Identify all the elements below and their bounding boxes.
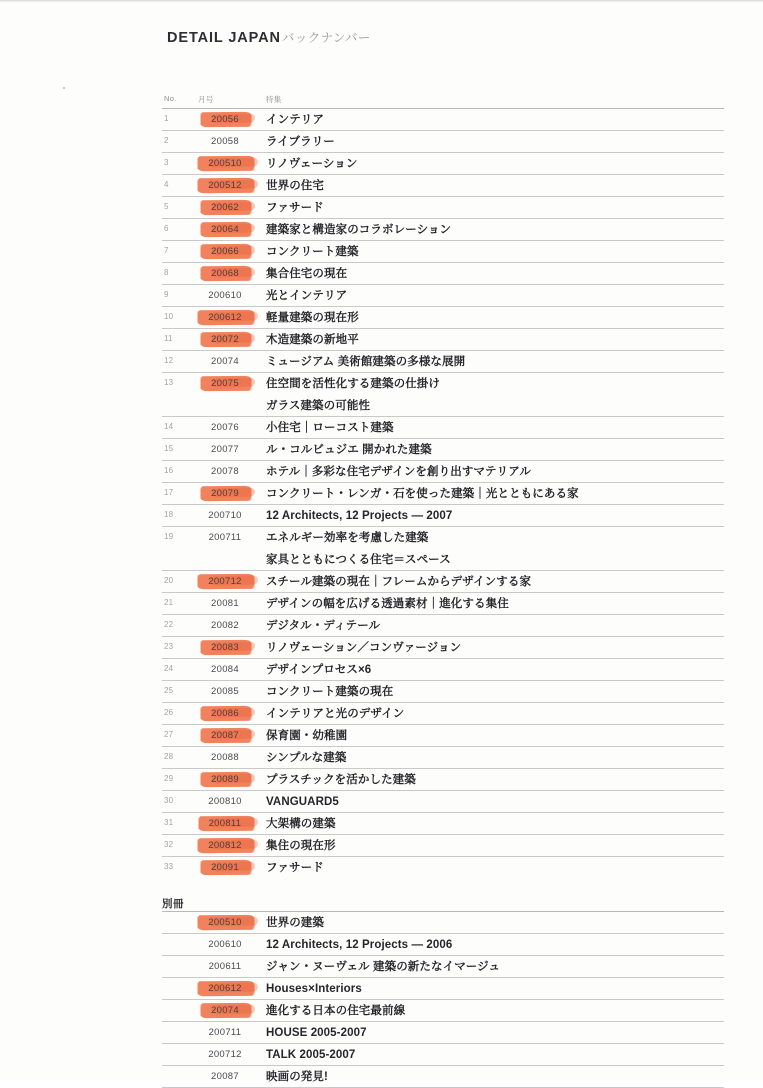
feature-title-line1: コンクリート建築の現在 <box>266 686 394 698</box>
feature-title-line1: TALK 2005-2007 <box>266 1049 356 1061</box>
feature-title <box>266 816 724 832</box>
page-title-en: DETAIL JAPAN <box>167 30 281 46</box>
table-row[interactable] <box>162 746 724 768</box>
feature-title <box>266 376 724 414</box>
feature-title <box>266 222 724 238</box>
feature-title-line1: 住空間を活性化する建築の仕掛け <box>266 378 440 390</box>
issue-number-value: 20056 <box>208 113 242 126</box>
feature-title <box>266 420 724 436</box>
feature-title-line2: ガラス建築の可能性 <box>266 400 371 412</box>
feature-title-line1: インテリア <box>266 114 324 126</box>
row-number: 21 <box>164 598 174 607</box>
column-header-issue: 月号 <box>198 95 214 104</box>
feature-title <box>266 134 724 150</box>
feature-title-line1: VANGUARD5 <box>266 796 339 808</box>
table-row[interactable] <box>162 592 724 614</box>
row-number: 14 <box>164 422 174 431</box>
feature-title <box>266 464 724 480</box>
row-number: 10 <box>164 312 174 321</box>
row-number: 5 <box>164 202 169 211</box>
table-row[interactable] <box>162 1043 724 1065</box>
feature-title-line1: 集住の現在形 <box>266 840 336 852</box>
row-number: 8 <box>164 268 169 277</box>
feature-title <box>266 728 724 744</box>
issue-number-highlighted[interactable] <box>192 245 258 258</box>
issue-number-value: 20076 <box>211 422 239 433</box>
issue-number[interactable] <box>192 465 258 478</box>
row-number: 25 <box>164 686 174 695</box>
issue-number-value: 20072 <box>208 333 242 346</box>
feature-title-line1: 大架構の建築 <box>266 818 336 830</box>
table-row[interactable] <box>162 174 724 196</box>
table-row[interactable] <box>162 933 724 955</box>
issue-number[interactable] <box>192 619 258 632</box>
issue-number-value: 20062 <box>208 201 242 214</box>
feature-title-line1: 進化する日本の住宅最前線 <box>266 1005 406 1017</box>
table-row[interactable] <box>162 724 724 746</box>
issue-number-value: 20078 <box>211 466 239 477</box>
issue-number-value: 20088 <box>211 752 239 763</box>
feature-title <box>266 178 724 194</box>
issue-number-highlighted[interactable] <box>192 113 258 126</box>
issue-number-highlighted[interactable] <box>192 839 258 852</box>
feature-title-line1: 軽量建築の現在形 <box>266 312 359 324</box>
feature-title <box>266 508 724 524</box>
feature-title-line1: コンクリート・レンガ・石を使った建築｜光とともにある家 <box>266 488 579 500</box>
issue-number-value: 200710 <box>208 510 242 521</box>
table-row[interactable] <box>162 108 724 130</box>
row-number: 20 <box>164 576 174 585</box>
issue-number[interactable] <box>192 1026 258 1039</box>
feature-title-line1: HOUSE 2005-2007 <box>266 1027 367 1039</box>
feature-title-line1: ジャン・ヌーヴェル 建築の新たなイマージュ <box>266 961 501 973</box>
issue-number-value: 20074 <box>208 1004 242 1017</box>
column-header-feature: 特集 <box>266 95 282 104</box>
feature-title <box>266 640 724 656</box>
table-row[interactable] <box>162 218 724 240</box>
row-number: 17 <box>164 488 174 497</box>
feature-title-line1: コンクリート建築 <box>266 246 359 258</box>
row-number: 15 <box>164 444 174 453</box>
issue-number-value: 20085 <box>211 686 239 697</box>
feature-title <box>266 860 724 876</box>
issue-number-highlighted[interactable] <box>192 773 258 786</box>
table-row[interactable] <box>162 977 724 999</box>
row-number: 6 <box>164 224 169 233</box>
scan-speck <box>63 87 65 89</box>
table-row[interactable] <box>162 911 724 933</box>
issue-number-value: 200610 <box>208 290 242 301</box>
issue-number-highlighted[interactable] <box>192 201 258 214</box>
issue-number-value: 200611 <box>208 961 242 972</box>
issue-number[interactable] <box>192 938 258 951</box>
feature-title-line2: 家具とともにつくる住宅＝スペース <box>266 554 451 566</box>
feature-title <box>266 442 724 458</box>
feature-title-line1: 映画の発見! <box>266 1071 328 1083</box>
table-row[interactable] <box>162 262 724 284</box>
table-row[interactable] <box>162 702 724 724</box>
page-title-jp: バックナンバー <box>281 31 371 45</box>
row-number: 31 <box>164 818 174 827</box>
table-row[interactable] <box>162 1021 724 1043</box>
row-number: 4 <box>164 180 169 189</box>
feature-title <box>266 266 724 282</box>
row-number: 12 <box>164 356 174 365</box>
row-number: 28 <box>164 752 174 761</box>
row-number: 26 <box>164 708 174 717</box>
table-row[interactable] <box>162 999 724 1021</box>
row-number: 33 <box>164 862 174 871</box>
issue-number-highlighted[interactable] <box>192 157 258 170</box>
row-number: 9 <box>164 290 169 299</box>
issue-number-value: 20064 <box>208 223 242 236</box>
feature-title <box>266 937 724 953</box>
issue-number-highlighted[interactable] <box>192 707 258 720</box>
feature-title-line1: リノヴェーション／コンヴァージョン <box>266 642 462 654</box>
feature-title-line1: ライブラリー <box>266 136 335 148</box>
feature-title <box>266 574 724 590</box>
issue-number-highlighted[interactable] <box>192 179 258 192</box>
feature-title-line1: 12 Architects, 12 Projects — 2007 <box>266 510 453 522</box>
issue-number-value: 200810 <box>208 796 242 807</box>
table-row[interactable] <box>162 416 724 438</box>
feature-title <box>266 112 724 128</box>
issue-number-value: 20087 <box>208 729 242 742</box>
feature-title-line1: リノヴェーション <box>266 158 358 170</box>
issue-number-value: 200711 <box>208 1027 242 1038</box>
row-number: 1 <box>164 114 169 123</box>
issue-number-highlighted[interactable] <box>192 641 258 654</box>
table-column-headers <box>162 92 724 108</box>
feature-title-line1: デザインの幅を広げる透過素材｜進化する集住 <box>266 598 509 610</box>
feature-title <box>266 596 724 612</box>
issue-number-highlighted[interactable] <box>192 982 258 995</box>
table-row[interactable] <box>162 460 724 482</box>
feature-title-line1: 建築家と構造家のコラボレーション <box>266 224 452 236</box>
table-row[interactable] <box>162 328 724 350</box>
issue-number-value: 20058 <box>211 136 239 147</box>
feature-title <box>266 332 724 348</box>
feature-title <box>266 750 724 766</box>
issue-number[interactable] <box>192 1048 258 1061</box>
feature-title <box>266 618 724 634</box>
feature-title <box>266 288 724 304</box>
feature-title <box>266 915 724 931</box>
issue-number-highlighted[interactable] <box>192 916 258 929</box>
feature-title-line1: インテリアと光のデザイン <box>266 708 405 720</box>
issue-number-highlighted[interactable] <box>192 377 258 390</box>
row-number: 13 <box>164 378 174 387</box>
issue-number-value: 200610 <box>208 939 242 950</box>
issue-number-value: 200711 <box>208 532 242 543</box>
feature-title-line1: 木造建築の新地平 <box>266 334 359 346</box>
row-number: 3 <box>164 158 169 167</box>
issue-number-highlighted[interactable] <box>192 861 258 874</box>
feature-title-line1: ファサード <box>266 202 324 214</box>
row-number: 29 <box>164 774 174 783</box>
scan-edge <box>0 0 763 3</box>
feature-title-line1: ファサード <box>266 862 324 874</box>
table-row[interactable] <box>162 1065 724 1087</box>
issue-number-highlighted[interactable] <box>192 729 258 742</box>
feature-title <box>266 200 724 216</box>
issue-number-value: 20074 <box>211 356 239 367</box>
issue-number-value: 20087 <box>211 1071 239 1082</box>
issue-number-highlighted[interactable] <box>192 311 258 324</box>
issue-number-value: 20084 <box>211 664 239 675</box>
issue-number-value: 20075 <box>208 377 242 390</box>
feature-title-line1: 小住宅｜ローコスト建築 <box>266 422 394 434</box>
row-number: 30 <box>164 796 174 805</box>
feature-title <box>266 1069 724 1085</box>
issue-number-highlighted[interactable] <box>192 223 258 236</box>
column-header-no: No. <box>164 94 177 103</box>
table-row[interactable] <box>162 284 724 306</box>
supplement-table <box>162 911 724 1087</box>
issue-number-value: 200512 <box>205 179 245 192</box>
supplement-section-label: 別冊 <box>162 898 184 910</box>
issue-number[interactable] <box>192 443 258 456</box>
issue-number-value: 20066 <box>208 245 242 258</box>
backnumber-table <box>162 92 724 878</box>
feature-title-line1: Houses×Interiors <box>266 983 362 995</box>
feature-title <box>266 1025 724 1041</box>
feature-title-line1: デザインプロセス×6 <box>266 664 372 676</box>
table-row[interactable] <box>162 130 724 152</box>
feature-title <box>266 310 724 326</box>
feature-title <box>266 156 724 172</box>
issue-number-value: 200510 <box>205 916 245 929</box>
issue-number-value: 200812 <box>205 839 245 852</box>
issue-number[interactable] <box>192 289 258 302</box>
table-row[interactable] <box>162 350 724 372</box>
feature-title-line1: エネルギー効率を考慮した建築 <box>266 532 429 544</box>
issue-number[interactable] <box>192 421 258 434</box>
table-row[interactable] <box>162 372 724 416</box>
issue-number-highlighted[interactable] <box>192 575 258 588</box>
feature-title <box>266 1003 724 1019</box>
table-row[interactable] <box>162 196 724 218</box>
table-row[interactable] <box>162 768 724 790</box>
feature-title <box>266 981 724 997</box>
table-row[interactable] <box>162 152 724 174</box>
issue-number[interactable] <box>192 597 258 610</box>
feature-title <box>266 530 724 568</box>
table-row[interactable] <box>162 636 724 658</box>
issue-number-value: 20079 <box>208 487 242 500</box>
issue-number-value: 200510 <box>205 157 245 170</box>
issue-number-value: 200712 <box>205 575 245 588</box>
page-title <box>167 30 371 46</box>
issue-number-highlighted[interactable] <box>192 817 258 830</box>
issue-number-value: 200612 <box>205 982 245 995</box>
row-number: 2 <box>164 136 169 145</box>
table-row[interactable] <box>162 658 724 680</box>
row-number: 24 <box>164 664 174 673</box>
feature-title-line1: シンプルな建築 <box>266 752 347 764</box>
table-row[interactable] <box>162 482 724 504</box>
issue-number-value: 200712 <box>208 1049 242 1060</box>
table-row[interactable] <box>162 680 724 702</box>
issue-number[interactable] <box>192 1070 258 1083</box>
feature-title <box>266 354 724 370</box>
feature-title <box>266 486 724 502</box>
feature-title <box>266 772 724 788</box>
table-row[interactable] <box>162 790 724 812</box>
issue-number-value: 20091 <box>208 861 242 874</box>
table-row[interactable] <box>162 856 724 878</box>
issue-number-highlighted[interactable] <box>192 267 258 280</box>
feature-title-line1: 保育園・幼稚園 <box>266 730 348 742</box>
issue-number-value: 20068 <box>208 267 242 280</box>
issue-number-value: 20082 <box>211 620 239 631</box>
feature-title <box>266 1047 724 1063</box>
feature-title-line1: 集合住宅の現在 <box>266 268 348 280</box>
feature-title <box>266 959 724 975</box>
feature-title <box>266 706 724 722</box>
feature-title-line1: ル・コルビュジエ 開かれた建築 <box>266 444 432 456</box>
issue-number[interactable] <box>192 751 258 764</box>
feature-title-line1: ミュージアム 美術館建築の多様な展開 <box>266 356 466 368</box>
feature-title-line1: 世界の住宅 <box>266 180 324 192</box>
row-number: 32 <box>164 840 174 849</box>
feature-title-line1: 12 Architects, 12 Projects — 2006 <box>266 939 453 951</box>
table-row[interactable] <box>162 306 724 328</box>
issue-number[interactable] <box>192 685 258 698</box>
feature-title <box>266 794 724 810</box>
table-row[interactable] <box>162 570 724 592</box>
feature-title <box>266 662 724 678</box>
issue-number[interactable] <box>192 663 258 676</box>
row-number: 22 <box>164 620 174 629</box>
table-row[interactable] <box>162 812 724 834</box>
feature-title <box>266 244 724 260</box>
feature-title-line1: 世界の建築 <box>266 917 324 929</box>
feature-title-line1: プラスチックを活かした建築 <box>266 774 416 786</box>
issue-number[interactable] <box>192 795 258 808</box>
issue-number[interactable] <box>192 531 258 544</box>
feature-title <box>266 838 724 854</box>
feature-title <box>266 684 724 700</box>
issue-number-highlighted[interactable] <box>192 1004 258 1017</box>
table-row[interactable] <box>162 526 724 570</box>
row-number: 18 <box>164 510 174 519</box>
issue-number-value: 20083 <box>208 641 242 654</box>
issue-number-highlighted[interactable] <box>192 333 258 346</box>
issue-number-value: 200612 <box>205 311 245 324</box>
table-row[interactable] <box>162 504 724 526</box>
issue-number-value: 20086 <box>208 707 242 720</box>
issue-number-highlighted[interactable] <box>192 487 258 500</box>
feature-title-line1: デジタル・ディテール <box>266 620 381 632</box>
row-number: 11 <box>164 334 173 343</box>
issue-number[interactable] <box>192 355 258 368</box>
feature-title-line1: ホテル｜多彩な住宅デザインを創り出すマテリアル <box>266 466 531 478</box>
feature-title-line1: スチール建築の現在｜フレームからデザインする家 <box>266 576 532 588</box>
issue-number-value: 20077 <box>211 444 239 455</box>
table-row[interactable] <box>162 834 724 856</box>
row-number: 23 <box>164 642 174 651</box>
issue-number[interactable] <box>192 135 258 148</box>
issue-number-value: 20089 <box>208 773 242 786</box>
table-row[interactable] <box>162 955 724 977</box>
table-row[interactable] <box>162 240 724 262</box>
issue-number-value: 20081 <box>211 598 239 609</box>
row-number: 19 <box>164 532 174 541</box>
issue-number[interactable] <box>192 960 258 973</box>
row-number: 16 <box>164 466 174 475</box>
row-number: 27 <box>164 730 174 739</box>
table-row[interactable] <box>162 438 724 460</box>
table-row[interactable] <box>162 614 724 636</box>
issue-number[interactable] <box>192 509 258 522</box>
row-number: 7 <box>164 246 169 255</box>
feature-title-line1: 光とインテリア <box>266 290 348 302</box>
issue-number-value: 200811 <box>206 817 245 830</box>
